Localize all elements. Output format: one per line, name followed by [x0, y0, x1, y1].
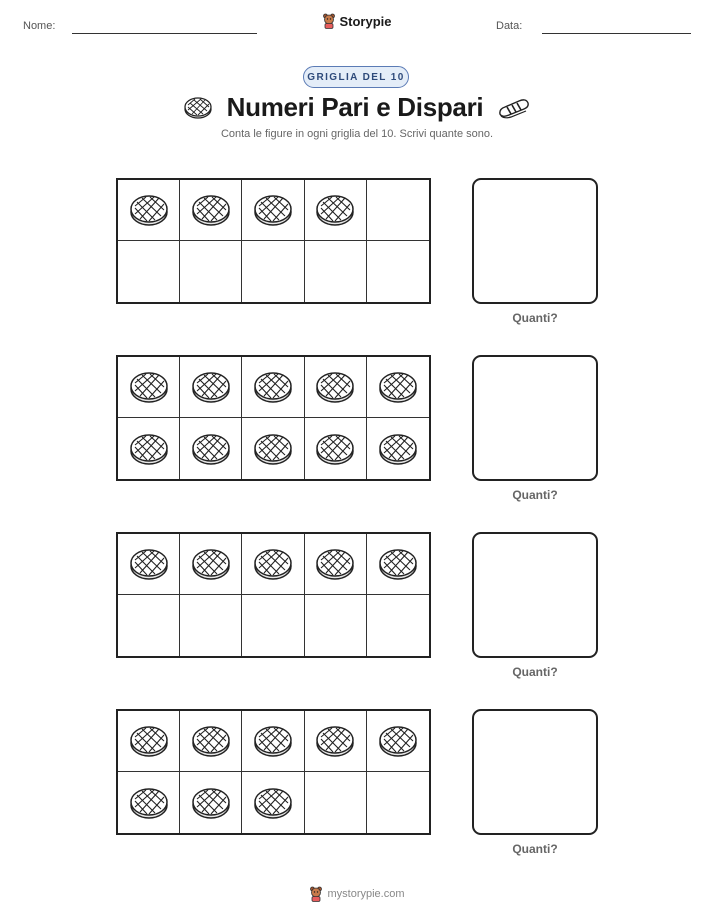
brand-logo — [0, 13, 714, 29]
cookie-icon — [378, 370, 418, 404]
title-row — [0, 92, 714, 123]
ten-frame-cell — [180, 711, 242, 772]
date-line — [542, 33, 691, 34]
cookie-icon — [315, 370, 355, 404]
ten-frame-cell — [242, 418, 304, 479]
ten-frame-cell — [180, 534, 242, 595]
ten-frame-cell — [118, 595, 180, 656]
cookie-icon — [315, 432, 355, 466]
cookie-icon — [129, 370, 169, 404]
cookie-icon — [378, 724, 418, 758]
ten-frame-cell — [242, 534, 304, 595]
ten-frame-cell — [242, 711, 304, 772]
bear-mascot-icon — [309, 886, 323, 902]
brand-name: Storypie — [339, 13, 392, 29]
cookie-icon — [378, 547, 418, 581]
date-label: Data: — [496, 20, 523, 32]
ten-frame-3 — [116, 532, 431, 658]
ten-frame-4 — [116, 709, 431, 835]
ten-frame-cell — [118, 534, 180, 595]
answer-label-3: Quanti? — [512, 665, 558, 679]
ten-frame-cell — [367, 418, 429, 479]
ten-frame-cell — [305, 180, 367, 241]
cookie-icon — [315, 724, 355, 758]
cookie-icon — [129, 786, 169, 820]
ten-frame-cell — [180, 595, 242, 656]
ten-frame-cell — [242, 595, 304, 656]
cookie-icon — [129, 432, 169, 466]
ten-frame-cell — [180, 772, 242, 833]
footer-url: mystorypie.com — [327, 888, 405, 900]
cookie-icon — [191, 547, 231, 581]
ten-frame-cell — [367, 772, 429, 833]
bear-mascot-icon — [322, 13, 336, 29]
cookie-icon — [315, 547, 355, 581]
cookie-icon — [191, 370, 231, 404]
cookie-icon — [191, 724, 231, 758]
answer-label-4: Quanti? — [512, 842, 558, 856]
ten-frame-cell — [367, 595, 429, 656]
answer-box-1[interactable] — [472, 178, 598, 304]
ten-frame-cell — [180, 357, 242, 418]
ten-frame-cell — [118, 241, 180, 302]
cookie-icon — [129, 547, 169, 581]
ten-frame-cell — [305, 357, 367, 418]
ten-frame-cell — [242, 772, 304, 833]
cookie-icon — [129, 724, 169, 758]
ten-frame-cell — [367, 357, 429, 418]
ten-frame-1 — [116, 178, 431, 304]
name-label: Nome: — [23, 20, 56, 32]
answer-box-2[interactable] — [472, 355, 598, 481]
instructions: Conta le figure in ogni griglia del 10. Scrivi quante sono. — [220, 128, 494, 140]
cookie-icon — [253, 193, 293, 227]
ten-frame-cell — [367, 711, 429, 772]
answer-label-2: Quanti? — [512, 488, 558, 502]
ten-frame-cell — [180, 180, 242, 241]
ten-frame-cell — [118, 180, 180, 241]
ten-frame-cell — [367, 241, 429, 302]
cookie-icon — [253, 547, 293, 581]
ten-frame-cell — [242, 241, 304, 302]
ten-frame-cell — [305, 595, 367, 656]
ten-frame-cell — [305, 418, 367, 479]
cookie-icon — [191, 193, 231, 227]
topic-badge: GRIGLIA DEL 10 — [303, 66, 409, 88]
cookie-icon — [253, 724, 293, 758]
answer-box-3[interactable] — [472, 532, 598, 658]
ten-frame-cell — [305, 534, 367, 595]
cookie-icon — [253, 370, 293, 404]
sandal-icon — [497, 96, 531, 120]
cookie-icon — [129, 193, 169, 227]
cookie-icon — [183, 96, 213, 120]
ten-frame-cell — [242, 357, 304, 418]
ten-frame-cell — [305, 711, 367, 772]
footer — [0, 886, 714, 902]
cookie-icon — [315, 193, 355, 227]
ten-frame-cell — [367, 180, 429, 241]
ten-frame-cell — [305, 241, 367, 302]
page-title: Numeri Pari e Dispari — [226, 92, 484, 122]
ten-frame-cell — [305, 772, 367, 833]
ten-frame-cell — [118, 711, 180, 772]
answer-box-4[interactable] — [472, 709, 598, 835]
name-line — [72, 33, 257, 34]
cookie-icon — [253, 786, 293, 820]
ten-frame-cell — [180, 418, 242, 479]
ten-frame-cell — [118, 357, 180, 418]
ten-frame-cell — [242, 180, 304, 241]
ten-frame-cell — [118, 772, 180, 833]
ten-frame-cell — [367, 534, 429, 595]
cookie-icon — [191, 786, 231, 820]
ten-frame-cell — [118, 418, 180, 479]
cookie-icon — [191, 432, 231, 466]
ten-frame-cell — [180, 241, 242, 302]
ten-frame-2 — [116, 355, 431, 481]
cookie-icon — [378, 432, 418, 466]
cookie-icon — [253, 432, 293, 466]
answer-label-1: Quanti? — [512, 311, 558, 325]
